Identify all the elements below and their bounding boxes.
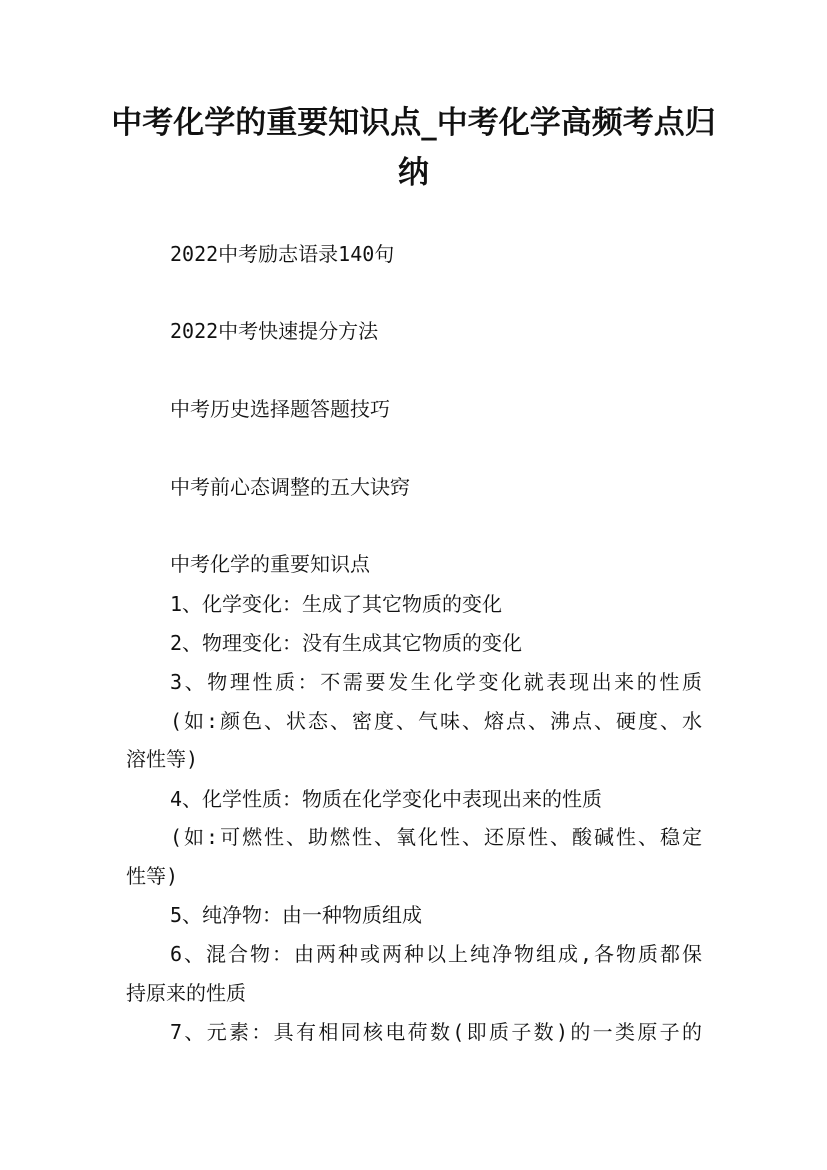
link-motivational-quotes[interactable]: 2022中考励志语录140句 <box>170 242 395 266</box>
list-item-4-continuation: (如:可燃性、助燃性、氧化性、还原性、酸碱性、稳定 <box>170 825 702 849</box>
list-item-7: 7、元素：具有相同核电荷数(即质子数)的一类原子的 <box>170 1020 702 1044</box>
list-item-4: 4、化学性质：物质在化学变化中表现出来的性质 <box>170 787 603 811</box>
list-item-3-continuation-end: 溶性等) <box>126 747 199 771</box>
list-item-2: 2、物理变化：没有生成其它物质的变化 <box>170 631 523 655</box>
list-item-5: 5、纯净物：由一种物质组成 <box>170 903 423 927</box>
page-title: 中考化学的重要知识点_中考化学高频考点归纳 <box>111 105 716 191</box>
list-item-4-continuation-end: 性等) <box>126 864 179 888</box>
link-mindset-tips[interactable]: 中考前心态调整的五大诀窍 <box>170 475 410 499</box>
list-item-6-continuation: 持原来的性质 <box>126 981 246 1005</box>
list-item-3-continuation: (如:颜色、状态、密度、气味、熔点、沸点、硬度、水 <box>170 709 702 733</box>
list-item-1: 1、化学变化：生成了其它物质的变化 <box>170 592 503 616</box>
list-item-3: 3、物理性质：不需要发生化学变化就表现出来的性质 <box>170 670 702 694</box>
link-score-boost-methods[interactable]: 2022中考快速提分方法 <box>170 319 379 343</box>
section-heading: 中考化学的重要知识点 <box>170 552 370 576</box>
list-item-6: 6、混合物：由两种或两种以上纯净物组成,各物质都保 <box>170 942 702 966</box>
link-history-choice-tips[interactable]: 中考历史选择题答题技巧 <box>170 397 390 421</box>
